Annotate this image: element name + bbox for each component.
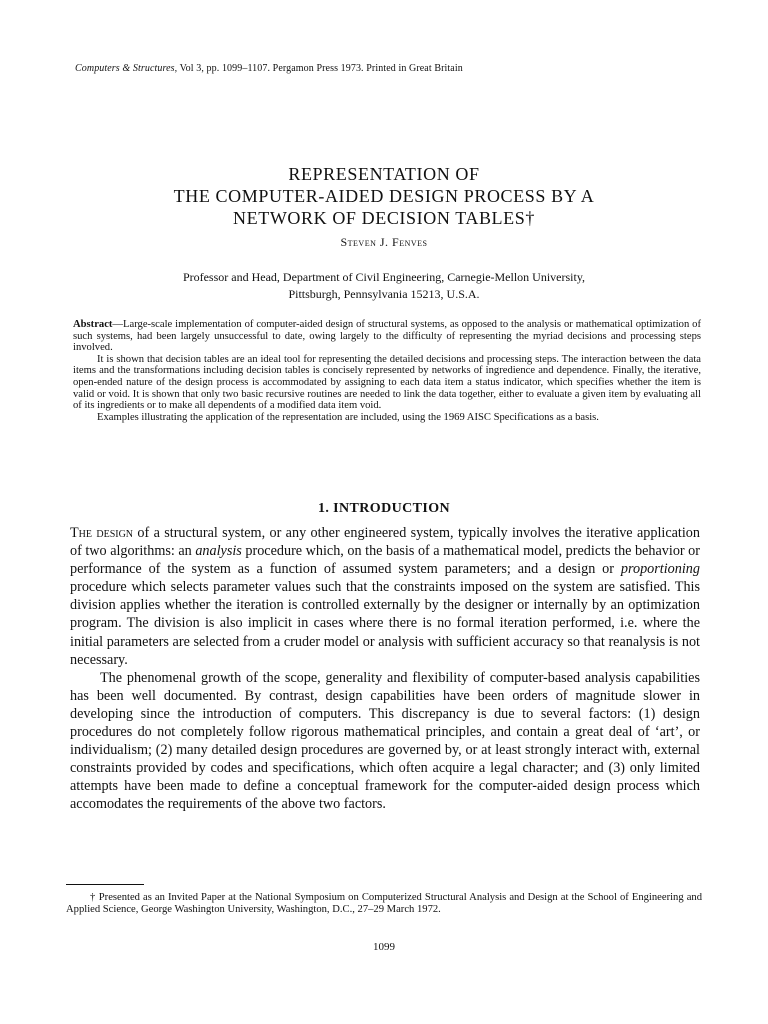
intro-paragraph-1 [70, 524, 700, 669]
affiliation-line-1: Professor and Head, Department of Civil Engineering, Carnegie-Mellon University, [182, 270, 586, 284]
author-affiliation [60, 269, 708, 303]
abstract [73, 319, 701, 423]
footnote-text: † Presented as an Invited Paper at the National Symposium on Computerized Structural Analysis and Design at the School of Engineering and Applied Science, George Washington University, Washington, D.C., 27–29 March 1972. [66, 892, 702, 915]
intro-lead-in: The design [70, 525, 134, 541]
footnote-divider [66, 884, 144, 885]
abstract-paragraph-3: Examples illustrating the application of the representation are included, using the 1969 AISC Specifications as a basis. [97, 411, 599, 423]
emphasis-proportioning: proportioning [620, 561, 700, 578]
title-line-2: THE COMPUTER-AIDED DESIGN PROCESS BY A [173, 186, 595, 206]
intro-text-b: procedure which, on the basis of a mathematical model, predicts the behavior or performance of the system as a function of assumed system parameters; and a design or [70, 543, 701, 578]
introduction-body [70, 524, 700, 814]
section-heading-introduction: 1. INTRODUCTION [317, 501, 450, 516]
abstract-paragraph-1 [73, 319, 701, 354]
title-line-3: NETWORK OF DECISION TABLES† [233, 208, 535, 228]
affiliation-line-2: Pittsburgh, Pennsylvania 15213, U.S.A. [288, 287, 480, 301]
author-name: Steven J. Fenves [340, 235, 428, 249]
intro-paragraph-2: The phenomenal growth of the scope, generality and flexibility of computer-based analysis capabilities has been well documented. By contrast, design capabilities have been orders of magnitude slower in developing since the introduction of computers. This discrepancy is due to several factors: (1) design procedures do not completely follow rigorous mathematical principles, and contain a great deal of ‘art’, or individualism; (2) many detailed design procedures are governed by, or at least strongly interact with, external constraints provided by codes and specifications, which often acquire a legal character; and (3) only limited attempts have been made to define a conceptual framework for the computer-aided design process which accomodates the requirements of the above two factors. [70, 669, 700, 813]
abstract-label: Abstract [73, 319, 113, 330]
intro-text-c: procedure which selects parameter values such that the constraints imposed on the system are satisfied. This division applies whether the iteration is controlled externally by the designer or internally by an optimization program. The division is also implicit in cases where there is no formal iteration performed, i.e. where the initial parameters are selected from a cruder model or analysis with sufficient accuracy so that reanalysis is not necessary. [70, 579, 700, 668]
abstract-paragraph-2: It is shown that decision tables are an ideal tool for representing the detailed decisions and processing steps. The interaction between the data items and the transformations including decision tables is concisely represented by networks of ingredience and dependence. Finally, the iterative, open-ended nature of the design process is accommodated by assigning to each data item a status indicator, which specifies whether the item is valid or void. It is shown that only two basic recursive routines are needed to link the data together, either to evaluate a given item by evaluating all of its ingredients or to make all dependents of a modified data item void. [73, 353, 701, 412]
journal-citation: Vol 3, pp. 1099–1107. Pergamon Press 1973. Printed in Great Britain [177, 63, 463, 74]
page-number: 1099 [373, 941, 395, 953]
footnote [66, 892, 702, 916]
abstract-text-1: —Large-scale implementation of computer-aided design of structural systems, as opposed to the analysis or mathematical optimization of such systems, had been largely unsuccessful to date, owing largely to the difficulty of representing the myriad decisions and processing steps involved. [73, 319, 701, 354]
paper-title [60, 163, 708, 229]
intro-text-a: of a structural system, or any other engineered system, typically involves the iterative application of two algorithms: an [70, 525, 700, 560]
journal-name: Computers & Structures, [75, 63, 178, 74]
title-line-1: REPRESENTATION OF [288, 164, 480, 184]
journal-header [75, 63, 463, 74]
emphasis-analysis: analysis [195, 543, 242, 560]
